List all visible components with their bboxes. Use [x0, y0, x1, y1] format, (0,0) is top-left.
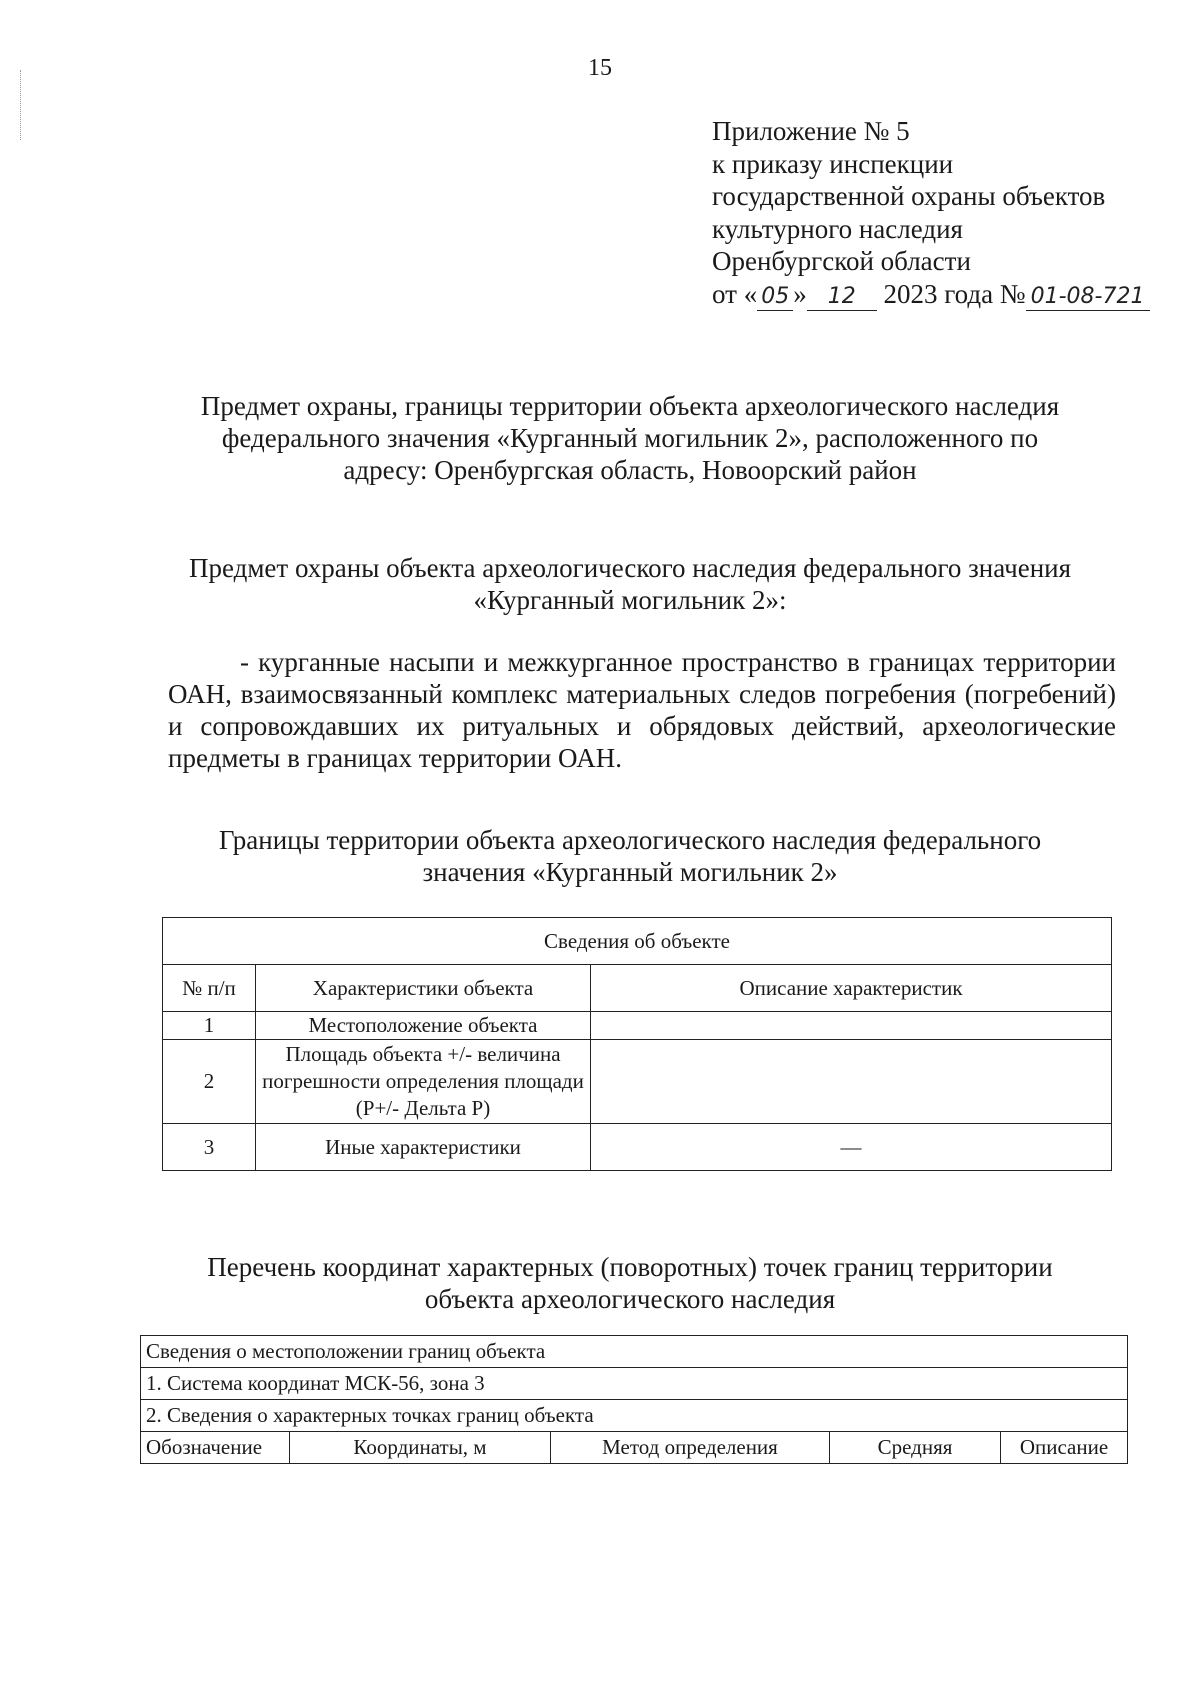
row-number: 3 [163, 1124, 256, 1171]
coords-header-description: Описание [1001, 1432, 1128, 1464]
object-table-header-num: № п/п [163, 965, 256, 1012]
coords-header-designation: Обозначение [141, 1432, 290, 1464]
coords-table-location-row: Сведения о местоположении границ объекта [141, 1336, 1128, 1368]
coords-header-method: Метод определения [551, 1432, 830, 1464]
coords-heading [150, 1251, 1110, 1315]
row-description [591, 1012, 1112, 1040]
row-number: 2 [163, 1040, 256, 1124]
boundaries-heading [150, 824, 1110, 888]
subject-heading-line-1: Предмет охраны объекта археологического наследия федерального значения [188, 553, 1072, 583]
row-number: 1 [163, 1012, 256, 1040]
date-prefix: от « [712, 278, 758, 309]
date-mid: » [793, 278, 807, 309]
row-characteristic: Местоположение объекта [256, 1012, 591, 1040]
date-suffix: 2023 года № [876, 278, 1026, 309]
subject-heading [150, 552, 1110, 616]
appendix-line-5: Оренбургской области [712, 246, 971, 276]
appendix-line-2: к приказу инспекции [712, 148, 954, 179]
document-title [150, 390, 1110, 486]
date-day: 05 [757, 284, 793, 311]
title-line-3: адресу: Оренбургская область, Новоорский район [343, 455, 917, 485]
coords-heading-line-1: Перечень координат характерных (поворотных) точек границ территории [207, 1252, 1053, 1282]
appendix-line-4: культурного наследия [712, 213, 963, 244]
table-row [163, 1012, 1112, 1040]
coords-heading-line-2: объекта археологического наследия [424, 1284, 836, 1314]
subject-text: - курганные насыпи и межкурганное пространство в границах территории ОАН, взаимосвязанный комплекс материальных следов погребения (погребений) и сопровождавших их ритуальных и обрядовых действий, археологические предметы в границах территории ОАН. [168, 647, 1116, 773]
appendix-line-3: государственной охраны объектов [712, 181, 1106, 211]
object-table-header-name: Характеристики объекта [256, 965, 591, 1012]
title-line-1: Предмет охраны, границы территории объекта археологического наследия [200, 391, 1060, 421]
appendix-date-line [712, 278, 1150, 311]
subject-heading-line-2: «Курганный могильник 2»: [473, 585, 787, 615]
appendix-block [712, 115, 1150, 311]
object-table-caption: Сведения об объекте [163, 918, 1112, 965]
table-row [163, 1040, 1112, 1124]
row-description: — [591, 1124, 1112, 1171]
coords-header-mean: Средняя [830, 1432, 1001, 1464]
coords-header-coordinates: Координаты, м [290, 1432, 551, 1464]
coords-table-system-row: 1. Система координат МСК-56, зона 3 [141, 1368, 1128, 1400]
page-number: 15 [588, 55, 612, 81]
coordinates-table [140, 1335, 1128, 1464]
table-row [163, 1124, 1112, 1171]
boundaries-heading-line-1: Границы территории объекта археологического наследия федерального [218, 825, 1042, 855]
appendix-line-1: Приложение № 5 [712, 116, 910, 146]
boundaries-heading-line-2: значения «Курганный могильник 2» [422, 857, 838, 887]
row-characteristic: Площадь объекта +/- величина погрешности определения площади (P+/- Дельта P) [256, 1040, 591, 1124]
coords-table-points-row: 2. Сведения о характерных точках границ объекта [141, 1400, 1128, 1432]
subject-paragraph [168, 646, 1116, 774]
row-characteristic: Иные характеристики [256, 1124, 591, 1171]
date-month: 12 [807, 284, 877, 311]
object-info-table [162, 917, 1112, 1171]
title-line-2: федерального значения «Курганный могильник 2», расположенного по [221, 423, 1039, 453]
object-table-header-desc: Описание характеристик [591, 965, 1112, 1012]
order-number: 01-08-721 [1026, 284, 1150, 311]
row-description [591, 1040, 1112, 1124]
